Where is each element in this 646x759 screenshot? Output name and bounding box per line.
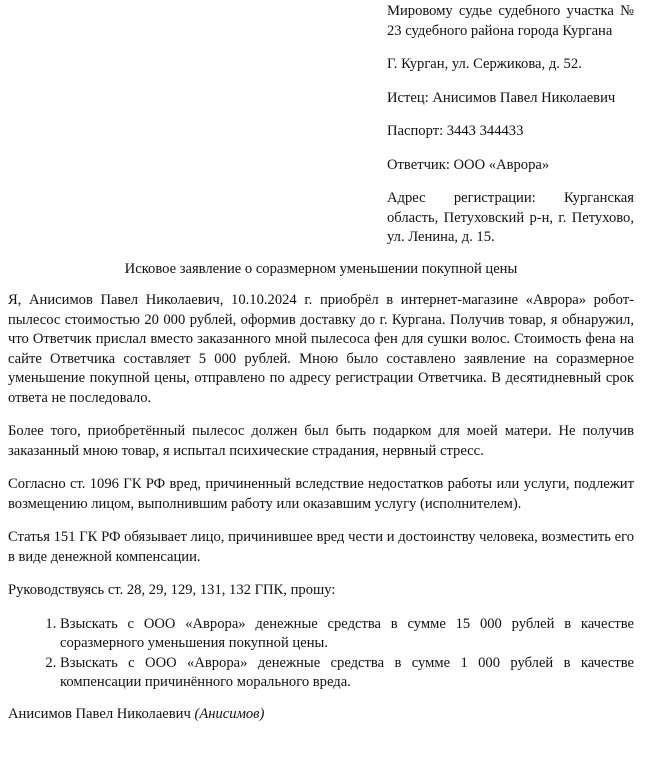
request-item: 2. Взыскать с ООО «Аврора» денежные средства в сумме 1 000 рублей в качестве компенсации причинённого морального вреда. bbox=[60, 654, 634, 693]
document-title: Исковое заявление о соразмерном уменьшении покупной цены bbox=[124, 260, 518, 277]
court-address: Г. Курган, ул. Сержикова, д. 52. bbox=[387, 56, 582, 72]
paragraph-purchase: Я, Анисимов Павел Николаевич, 10.10.2024 г. приобрёл в интернет-магазине «Аврора» робот-пылесос стоимостью 20 000 рублей, оформив доставку до г. Кургана. Получив товар, я обнаружил, что Ответчик прислал вместо заказанного мной пылесоса фен для сушки волос. Стоимость фена на сайте Ответчика составляет 5 000 рублей. Мною было составлено заявление на соразмерное уменьшение покупной цены, отправлено по адресу регистрации Ответчика. В десятидневный срок ответа не последовало. bbox=[8, 292, 634, 406]
passport-line: Паспорт: 3443 344433 bbox=[387, 123, 524, 139]
document-body bbox=[8, 291, 634, 601]
paragraph-distress: Более того, приобретённый пылесос должен был быть подарком для моей матери. Не получив заказанный мною товар, я испытал психические страдания, нервный стресс. bbox=[8, 423, 634, 459]
document-page bbox=[8, 2, 634, 724]
paragraph-law-151: Статья 151 ГК РФ обязывает лицо, причинившее вред чести и достоинству человека, возместить его в виде денежной компенсации. bbox=[8, 529, 634, 565]
signature-handwritten: (Анисимов) bbox=[194, 705, 265, 722]
document-header bbox=[387, 2, 634, 248]
signature-line bbox=[8, 705, 634, 725]
registration-address: Адрес регистрации: Курганская область, Петуховский р-н, г. Петухово, ул. Ленина, д. 15. bbox=[387, 190, 634, 245]
paragraph-request-intro: Руководствуясь ст. 28, 29, 129, 131, 132 ГПК, прошу: bbox=[8, 582, 336, 598]
court-recipient: Мировому судье судебного участка № 23 судебного района города Кургана bbox=[387, 3, 634, 39]
defendant-line: Ответчик: ООО «Аврора» bbox=[387, 156, 550, 173]
paragraph-law-1096: Согласно ст. 1096 ГК РФ вред, причиненный вследствие недостатков работы или услуги, подлежит возмещению лицом, выполнившим работу или оказавшим услугу (исполнителем). bbox=[8, 476, 634, 512]
requests-list bbox=[8, 615, 634, 693]
signature-name: Анисимов Павел Николаевич bbox=[8, 705, 191, 722]
request-item: 1. Взыскать с ООО «Аврора» денежные средства в сумме 15 000 рублей в качестве соразмерного уменьшения покупной цены. bbox=[60, 615, 634, 654]
plaintiff-line: Истец: Анисимов Павел Николаевич bbox=[387, 89, 616, 106]
